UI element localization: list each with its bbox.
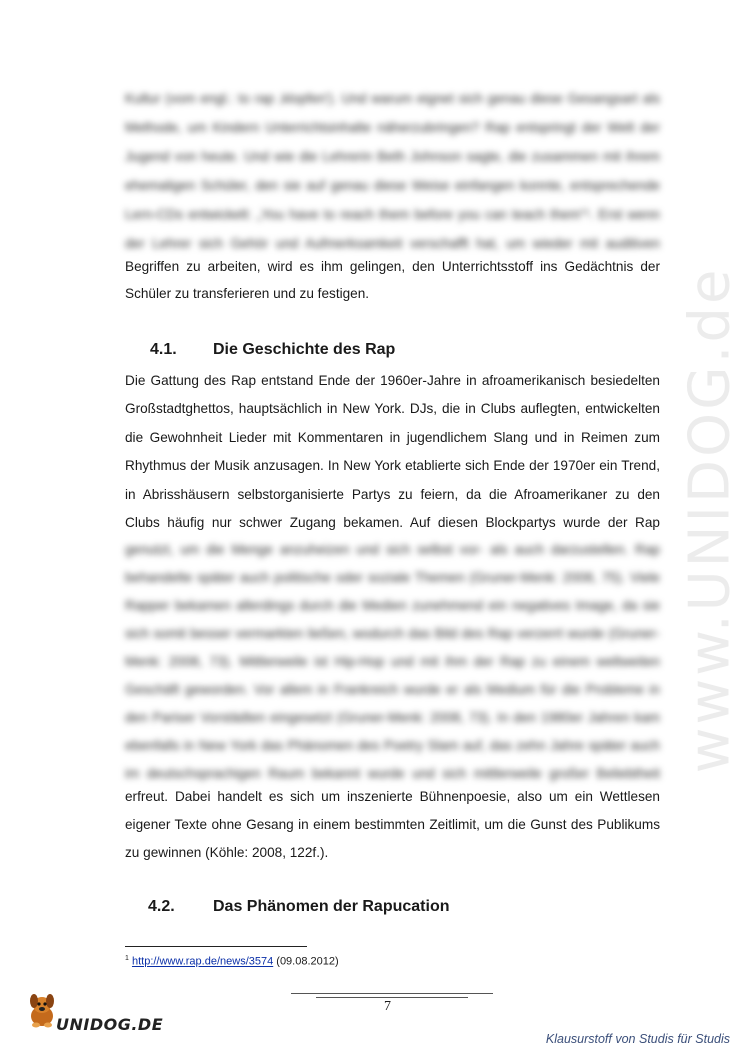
- blurred-text-line: Rapper bekamen allerdings durch die Medien zunehmend ein negatives Image, da sie: [125, 598, 660, 613]
- blurred-text-line: ehemaligen Schüler, den sie auf genau diese Weise einfangen konnte, entsprechende: [125, 178, 660, 193]
- blurred-text-line: der Lehrer sich Gehör und Aufmerksamkeit verschafft hat, um wieder mit auditiven: [125, 236, 660, 251]
- footnote-rule: [125, 946, 307, 947]
- body-text-line: Schüler zu transferieren und zu festigen.: [125, 286, 370, 301]
- blurred-text-line: behandelte später auch politische oder soziale Themen (Gruner-Menk: 2008, 75). Viele: [125, 570, 660, 585]
- body-text-line: Clubs häufig nur schwer Zugang bekamen. Auf diesen Blockpartys wurde der Rap: [125, 515, 660, 530]
- body-text-line: eigener Texte ohne Gesang in einem bestimmten Zeitlimit, um die Gunst des Publikums: [125, 817, 660, 832]
- blurred-text-line: Lern-CDs entwickelt: „You have to reach them before you can teach them“¹. Erst wenn: [125, 207, 660, 222]
- footnote: [125, 955, 339, 968]
- footnote-link[interactable]: http://www.rap.de/news/3574: [131, 955, 274, 968]
- section-heading: Das Phänomen der Rapucation: [213, 898, 450, 915]
- body-text-line: zu gewinnen (Köhle: 2008, 122f.).: [125, 845, 329, 860]
- page-number-rule: [291, 993, 493, 994]
- section-number: 4.2.: [148, 898, 175, 915]
- body-text-line: Großstadtghettos, hauptsächlich in New York. DJs, die in Clubs auflegten, entwickelten: [125, 401, 660, 416]
- blurred-text-line: Geschäft geworden. Vor allem in Frankreich wurde er als Medium für die Probleme in: [125, 682, 660, 697]
- blurred-text-line: sich somit besser vermarkten ließen, wodurch das Bild des Rap verzerrt wurde (Gruner-: [125, 626, 660, 641]
- body-text-line: in Abrisshäusern selbstorganisierte Partys zu feiern, da die Afroamerikaner zu den: [125, 487, 660, 502]
- section-number: 4.1.: [150, 341, 177, 358]
- footnote-marker: 1: [125, 955, 129, 962]
- page-number: 7: [384, 999, 391, 1014]
- page-number-rule: [316, 997, 468, 998]
- blurred-text-line: ebenfalls in New York das Phänomen des Poetry Slam auf, das zehn Jahre später auch: [125, 738, 660, 753]
- footnote-date: (09.08.2012): [276, 955, 339, 968]
- body-text-line: Rhythmus der Musik anzusagen. In New York etablierte sich Ende der 1970er ein Trend,: [125, 458, 660, 473]
- blurred-text-line: im deutschsprachigen Raum bekannt wurde und sich mittlerweile großer Beliebtheit: [125, 766, 660, 781]
- body-text-line: Die Gattung des Rap entstand Ende der 1960er-Jahre in afroamerikanisch besiedelten: [125, 373, 660, 388]
- watermark: www.UNIDOG.de: [677, 266, 743, 774]
- body-text-line: Begriffen zu arbeiten, wird es ihm gelingen, den Unterrichtsstoff ins Gedächtnis der: [125, 259, 660, 274]
- blurred-text-line: Methode, um Kindern Unterrichtsinhalte näherzubringen? Rap entspringt der Welt der: [125, 120, 660, 135]
- blurred-text-line: Menk: 2008, 73). Mittlerweile ist Hip-Hop und mit ihm der Rap zu einem weltweiten: [125, 654, 660, 669]
- blurred-text-line: genutzt, um die Menge anzuheizen und sich selbst vor- als auch darzustellen. Rap: [125, 542, 660, 557]
- body-text-line: die Gewohnheit Lieder mit Kommentaren in jugendlichem Slang und in Reimen zum: [125, 430, 660, 445]
- footer-tagline: Klausurstoff von Studis für Studis: [545, 1032, 730, 1046]
- logo-text: UNIDOG.DE: [56, 1015, 164, 1034]
- blurred-text-line: den Pariser Vorstädten eingesetzt (Gruner-Menk: 2008, 73). In den 1980er Jahren kam: [125, 710, 660, 725]
- body-text-line: erfreut. Dabei handelt es sich um inszenierte Bühnenpoesie, also um ein Wettlesen: [125, 789, 660, 804]
- blurred-text-line: Jugend von heute. Und wie die Lehrerin Beth Johnson sagte, die zusammen mit ihrem: [125, 149, 660, 164]
- section-heading: Die Geschichte des Rap: [213, 341, 396, 358]
- blurred-text-line: Kultur (vom engl.: to rap ‚klopfen'). Und warum eignet sich genau diese Gesangsart als: [125, 91, 660, 106]
